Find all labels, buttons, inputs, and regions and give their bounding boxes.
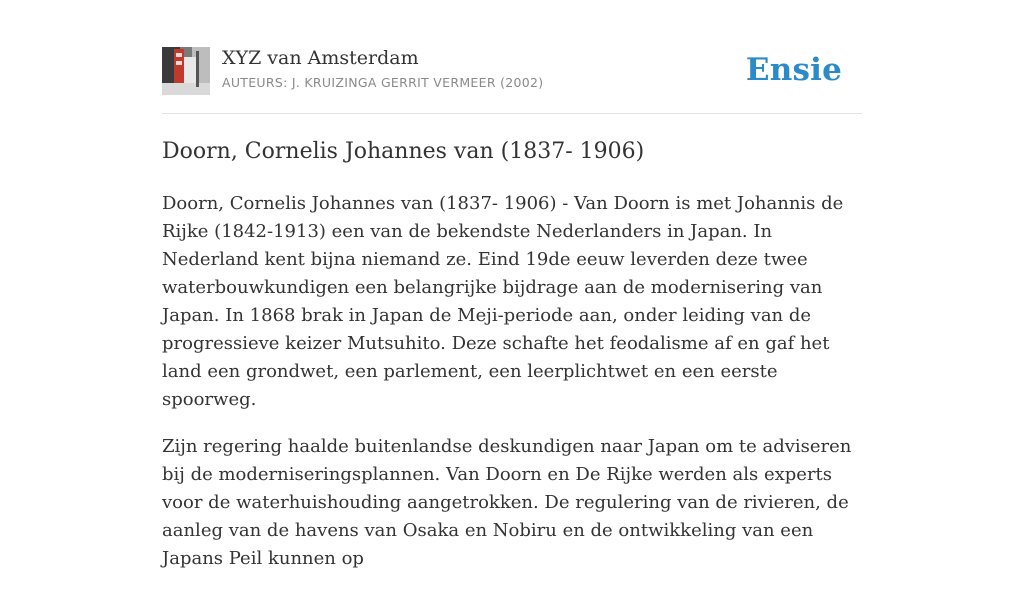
entry-paragraph: Doorn, Cornelis Johannes van (1837- 1906) - Van Doorn is met Johannis de Rijke (1842-1913) een van de bekendste Nederlanders in Japan. In Nederland kent bijna niemand ze. Eind 19de eeuw leverden deze twee waterbouwkundigen een belangrijke bijdrage aan de modernisering van Japan. In 1868 brak in Japan de Meji-periode aan, onder leiding van de progressieve keizer Mutsuhito. Deze schafte het feodalisme af en gaf het land een grondwet, een parlement, een leerplichtwet en een eerste spoorweg. [162, 193, 844, 410]
book-cover-icon [162, 47, 210, 95]
book-cover-avatar[interactable] [162, 47, 210, 95]
entry-body [162, 190, 867, 592]
book-title-link[interactable]: XYZ van Amsterdam [222, 47, 419, 69]
page [162, 0, 862, 569]
entry-paragraph: Zijn regering haalde buitenlandse deskundigen naar Japan om te adviseren bij de moderniseringsplannen. Van Doorn en De Rijke werden als experts voor de waterhuishouding aangetrokken. De regulering van de rivieren, de aanleg van de havens van Osaka en Nobiru en de ontwikkeling van een Japans Peil kunnen op [162, 436, 852, 569]
source-header [162, 47, 862, 95]
entry-title: Doorn, Cornelis Johannes van (1837- 1906) [162, 139, 645, 164]
book-authors: AUTEURS: J. KRUIZINGA GERRIT VERMEER (2002) [222, 75, 544, 90]
ensie-logo[interactable]: Ensie [745, 52, 842, 88]
header-divider [162, 113, 862, 114]
